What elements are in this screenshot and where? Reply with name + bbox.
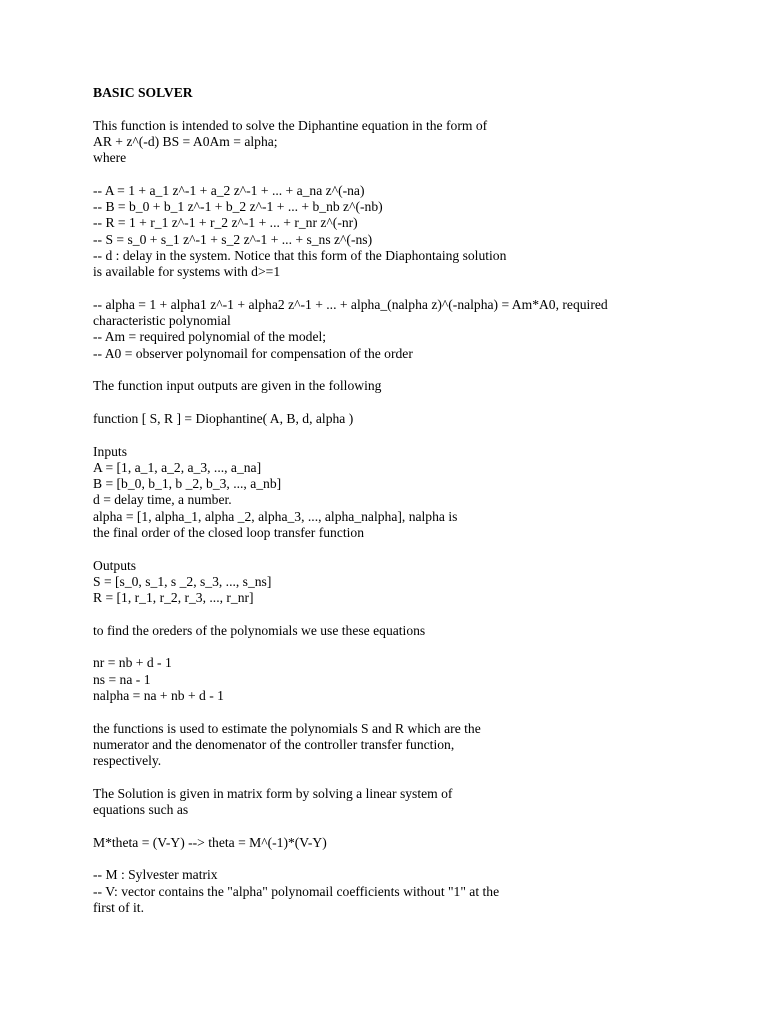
text-line: -- A = 1 + a_1 z^-1 + a_2 z^-1 + ... + a_na z^(-na)	[93, 182, 365, 198]
paragraph	[93, 118, 713, 167]
text-line: alpha = [1, alpha_1, alpha _2, alpha_3, ..., alpha_nalpha], nalpha is	[93, 508, 458, 524]
text-line: respectively.	[93, 753, 162, 769]
text-line: numerator and the denomenator of the controller transfer function,	[93, 736, 455, 752]
text-line: nalpha = na + nb + d - 1	[93, 687, 224, 703]
paragraph	[93, 786, 713, 819]
paragraph	[93, 183, 713, 281]
text-line: Inputs	[93, 443, 127, 459]
text-line: The Solution is given in matrix form by solving a linear system of	[93, 785, 453, 801]
document-body	[93, 118, 713, 917]
text-line: characteristic polynomial	[93, 313, 231, 329]
text-line: ns = na - 1	[93, 671, 151, 687]
paragraph	[93, 558, 713, 607]
text-line: R = [1, r_1, r_2, r_3, ..., r_nr]	[93, 590, 254, 606]
text-line: -- d : delay in the system. Notice that this form of the Diaphontaing solution	[93, 247, 507, 263]
text-line: S = [s_0, s_1, s _2, s_3, ..., s_ns]	[93, 573, 272, 589]
text-line: nr = nb + d - 1	[93, 655, 172, 671]
text-line: -- alpha = 1 + alpha1 z^-1 + alpha2 z^-1 + ... + alpha_(nalpha z)^(-nalpha) = Am*A0, required	[93, 296, 608, 312]
text-line: A = [1, a_1, a_2, a_3, ..., a_na]	[93, 459, 262, 475]
text-line: -- Am = required polynomial of the model;	[93, 329, 327, 345]
paragraph	[93, 297, 713, 362]
document-title: BASIC SOLVER	[93, 85, 193, 100]
text-line: This function is intended to solve the Diphantine equation in the form of	[93, 117, 488, 133]
paragraph	[93, 835, 713, 851]
text-line: is available for systems with d>=1	[93, 264, 281, 280]
paragraph	[93, 655, 713, 704]
paragraph	[93, 444, 713, 542]
text-line: equations such as	[93, 802, 189, 818]
text-line: -- M : Sylvester matrix	[93, 867, 218, 883]
text-line: B = [b_0, b_1, b _2, b_3, ..., a_nb]	[93, 476, 282, 492]
text-line: function [ S, R ] = Diophantine( A, B, d, alpha )	[93, 410, 354, 426]
text-line: the functions is used to estimate the polynomials S and R which are the	[93, 720, 481, 736]
paragraph	[93, 867, 713, 916]
text-line: Outputs	[93, 557, 137, 573]
text-line: AR + z^(-d) BS = A0Am = alpha;	[93, 133, 278, 149]
text-line: M*theta = (V-Y) --> theta = M^(-1)*(V-Y)	[93, 834, 327, 850]
text-line: -- B = b_0 + b_1 z^-1 + b_2 z^-1 + ... + b_nb z^(-nb)	[93, 199, 383, 215]
paragraph	[93, 411, 713, 427]
paragraph	[93, 623, 713, 639]
text-line: -- A0 = observer polynomail for compensation of the order	[93, 345, 413, 361]
text-line: -- V: vector contains the "alpha" polynomail coefficients without "1" at the	[93, 883, 500, 899]
text-line: The function input outputs are given in the following	[93, 378, 382, 394]
text-line: d = delay time, a number.	[93, 492, 232, 508]
text-line: -- S = s_0 + s_1 z^-1 + s_2 z^-1 + ... + s_ns z^(-ns)	[93, 231, 373, 247]
document-page	[93, 85, 713, 932]
paragraph	[93, 378, 713, 394]
text-line: -- R = 1 + r_1 z^-1 + r_2 z^-1 + ... + r_nr z^(-nr)	[93, 215, 358, 231]
text-line: first of it.	[93, 899, 144, 915]
paragraph	[93, 721, 713, 770]
text-line: where	[93, 150, 127, 166]
text-line: the final order of the closed loop transfer function	[93, 525, 365, 541]
text-line: to find the oreders of the polynomials we use these equations	[93, 622, 426, 638]
